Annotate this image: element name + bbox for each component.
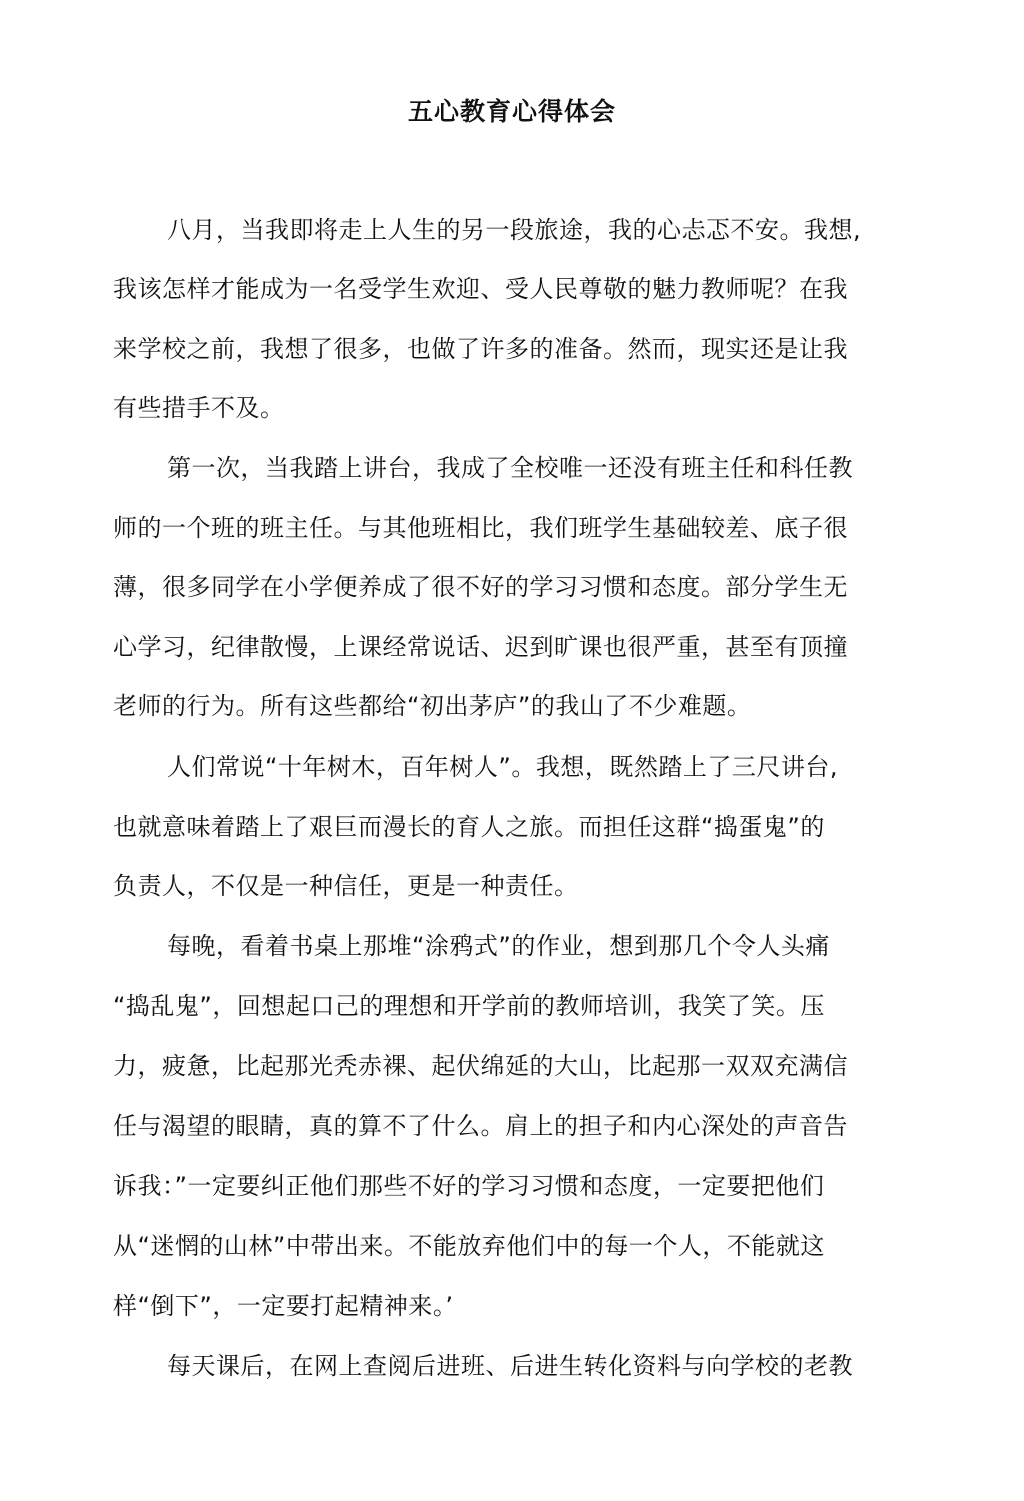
text-line: 力，疲惫，比起那光秃赤裸、起伏绵延的大山，比起那一双双充满信: [113, 1052, 848, 1080]
text-line: 八月，当我即将走上人生的另一段旅途，我的心忐忑不安。我想,: [167, 216, 862, 244]
text-line: “捣乱鬼”，回想起口己的理想和开学前的教师培训，我笑了笑。压: [113, 992, 825, 1020]
text-line: 从“迷惘的山林”中带出来。不能放弃他们中的每一个人，不能就这: [113, 1232, 825, 1260]
text-line: 每晚，看着书桌上那堆“涂鸦式”的作业，想到那几个令人头痛: [167, 932, 830, 960]
text-line: 薄，很多同学在小学便养成了很不好的学习习惯和态度。部分学生无: [113, 573, 848, 601]
text-line: 来学校之前，我想了很多，也做了许多的准备。然而，现实还是让我: [113, 335, 848, 363]
text-line: 有些措手不及。: [113, 394, 285, 422]
text-line: 样“倒下”，一定要打起精神来。’: [113, 1292, 454, 1320]
text-line: 人们常说“十年树木，百年树人”。我想，既然踏上了三尺讲台,: [167, 753, 838, 781]
text-line: 师的一个班的班主任。与其他班相比，我们班学生基础较差、底子很: [113, 514, 848, 542]
text-line: 也就意味着踏上了艰巨而漫长的育人之旅。而担任这群“捣蛋鬼”的: [113, 813, 825, 841]
text-line: 我该怎样才能成为一名受学生欢迎、受人民尊敬的魅力教师呢？在我: [113, 275, 848, 303]
document-title: 五心教育心得体会: [407, 97, 616, 126]
text-line: 诉我：”一定要纠正他们那些不好的学习习惯和态度，一定要把他们: [113, 1172, 825, 1200]
text-line: 心学习，纪律散慢，上课经常说话、迟到旷课也很严重，甚至有顶撞: [113, 633, 848, 661]
text-line: 每天课后，在网上查阅后进班、后进生转化资料与向学校的老教: [167, 1352, 853, 1380]
text-line: 第一次，当我踏上讲台，我成了全校唯一还没有班主任和科任教: [167, 454, 853, 482]
text-line: 老师的行为。所有这些都给“初出茅庐”的我山了不少难题。: [113, 692, 752, 720]
text-line: 任与渴望的眼睛，真的算不了什么。肩上的担子和内心深处的声音告: [113, 1112, 848, 1140]
text-line: 负责人，不仅是一种信任，更是一种责任。: [113, 872, 579, 900]
